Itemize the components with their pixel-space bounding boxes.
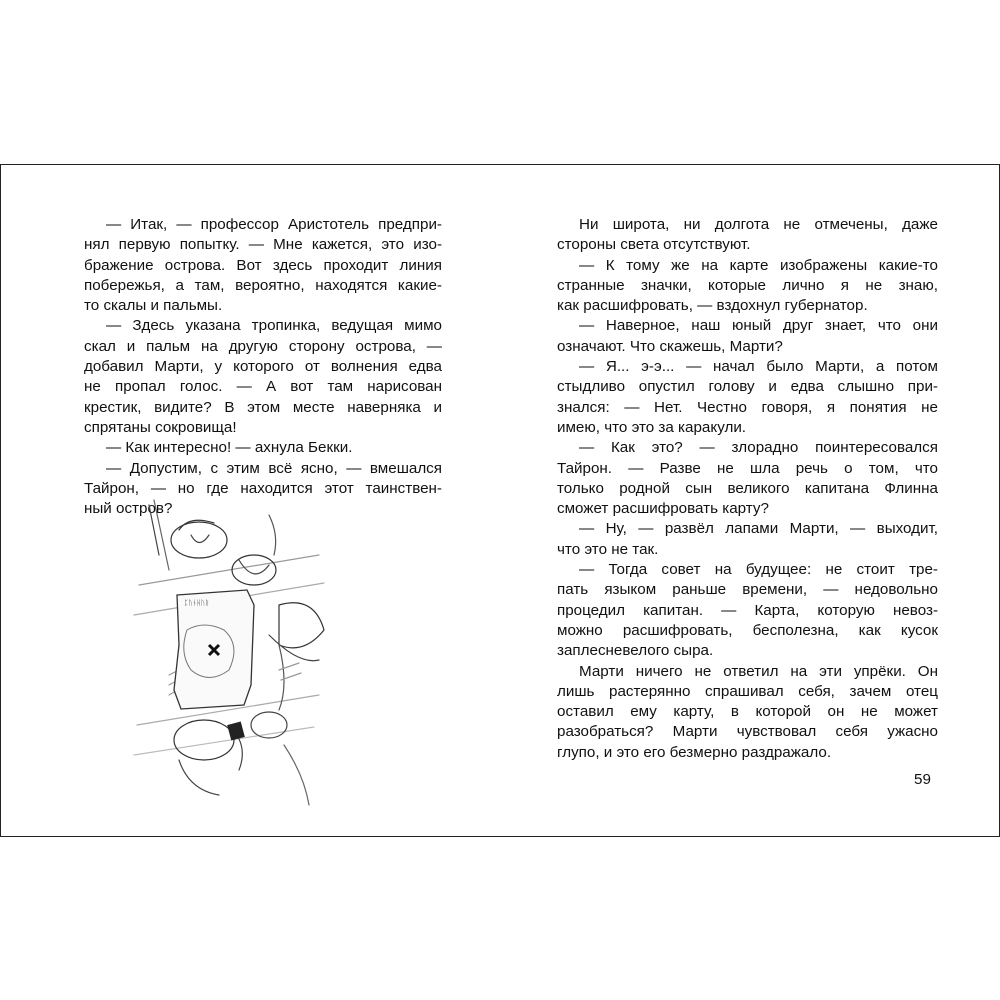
text-line: ный остров?: [84, 500, 173, 518]
text-line: оставил ему карту, в которой он не может: [557, 703, 938, 721]
text-line: спрятаны сокровища!: [84, 418, 237, 436]
text-line: как расшифровать, — вздохнул губернатор.: [557, 297, 868, 315]
right-page-text: [557, 215, 938, 763]
text-line: не пропал голос. — А вот там нарисован: [84, 378, 442, 396]
text-line: добавил Марти, у которого от волнения едва: [84, 358, 442, 376]
text-line: нял первую попытку. — Мне кажется, это изо-: [84, 236, 442, 254]
text-line: — Итак, — профессор Аристотель предпри-: [106, 216, 442, 233]
text-line: — Допустим, с этим всё ясно, — вмешался: [106, 459, 442, 477]
book-spread: [0, 164, 1000, 837]
text-line: знался: — Нет. Честно говоря, я понятия не: [557, 398, 938, 416]
text-line: — К тому же на карте изображены какие-то: [579, 256, 938, 274]
text-line: — Ну, — развёл лапами Марти, — выходит,: [579, 520, 938, 538]
text-line: — Как это? — злорадно поинтересовался: [579, 439, 938, 457]
text-line: стыдливо опустил голову и едва слышно при-: [557, 378, 938, 396]
text-line: — Как интересно! — ахнула Бекки.: [106, 439, 353, 457]
text-line: только родной сын великого капитана Флинна: [557, 479, 938, 497]
text-line: Марти ничего не ответил на эти упрёки. Он: [579, 662, 938, 680]
text-line: крестик, видите? В этом месте наверняка и: [84, 398, 442, 416]
text-line: процедил капитан. — Карта, которую невоз-: [557, 601, 938, 619]
text-line: сможет расшифровать карту?: [557, 500, 769, 518]
left-page-text: [84, 215, 442, 519]
text-line: побережья, а там, вероятно, находятся какие-: [84, 276, 442, 294]
text-line: разобраться? Марти чувствовал себя ужасно: [557, 723, 938, 741]
text-line: пать языком раньше времени, — недовольно: [557, 581, 938, 599]
illustration: [129, 495, 329, 815]
text-line: можно расшифровать, бесполезна, как кусок: [557, 621, 938, 639]
text-line: означают. Что скажешь, Марти?: [557, 337, 783, 355]
text-line: странные значки, которые лично я не знаю,: [557, 276, 938, 294]
text-line: заплесневелого сыра.: [557, 642, 714, 660]
text-line: — Тогда совет на будущее: не стоит тре-: [579, 561, 938, 579]
text-line: Тайрон. — Разве не шла речь о том, что: [557, 459, 938, 477]
text-line: бражение острова. Вот здесь проходит линия: [84, 256, 442, 274]
text-line: — Я... э-э... — начал было Марти, а потом: [579, 358, 938, 376]
text-line: — Наверное, наш юный друг знает, что они: [579, 317, 938, 335]
map-glyphs: ᛈᚢᚾᚺᚢᚱ: [184, 599, 210, 607]
text-line: Тайрон, — но где находится этот таинствен-: [84, 479, 442, 497]
text-line: — Здесь указана тропинка, ведущая мимо: [106, 317, 442, 335]
text-line: скал и пальм на другую сторону острова, —: [84, 337, 442, 355]
text-line: имею, что это за каракули.: [557, 418, 747, 436]
text-line: что это не так.: [557, 540, 659, 558]
text-line: глупо, и это его безмерно раздражало.: [557, 743, 832, 761]
text-line: лишь растерянно спрашивал себя, зачем отец: [557, 682, 938, 700]
page-number: 59: [914, 771, 931, 788]
mice-with-map-illustration: [129, 495, 329, 815]
text-line: то скалы и пальмы.: [84, 297, 223, 315]
text-line: Ни широта, ни долгота не отмечены, даже: [579, 216, 938, 233]
text-line: стороны света отсутствуют.: [557, 236, 751, 254]
